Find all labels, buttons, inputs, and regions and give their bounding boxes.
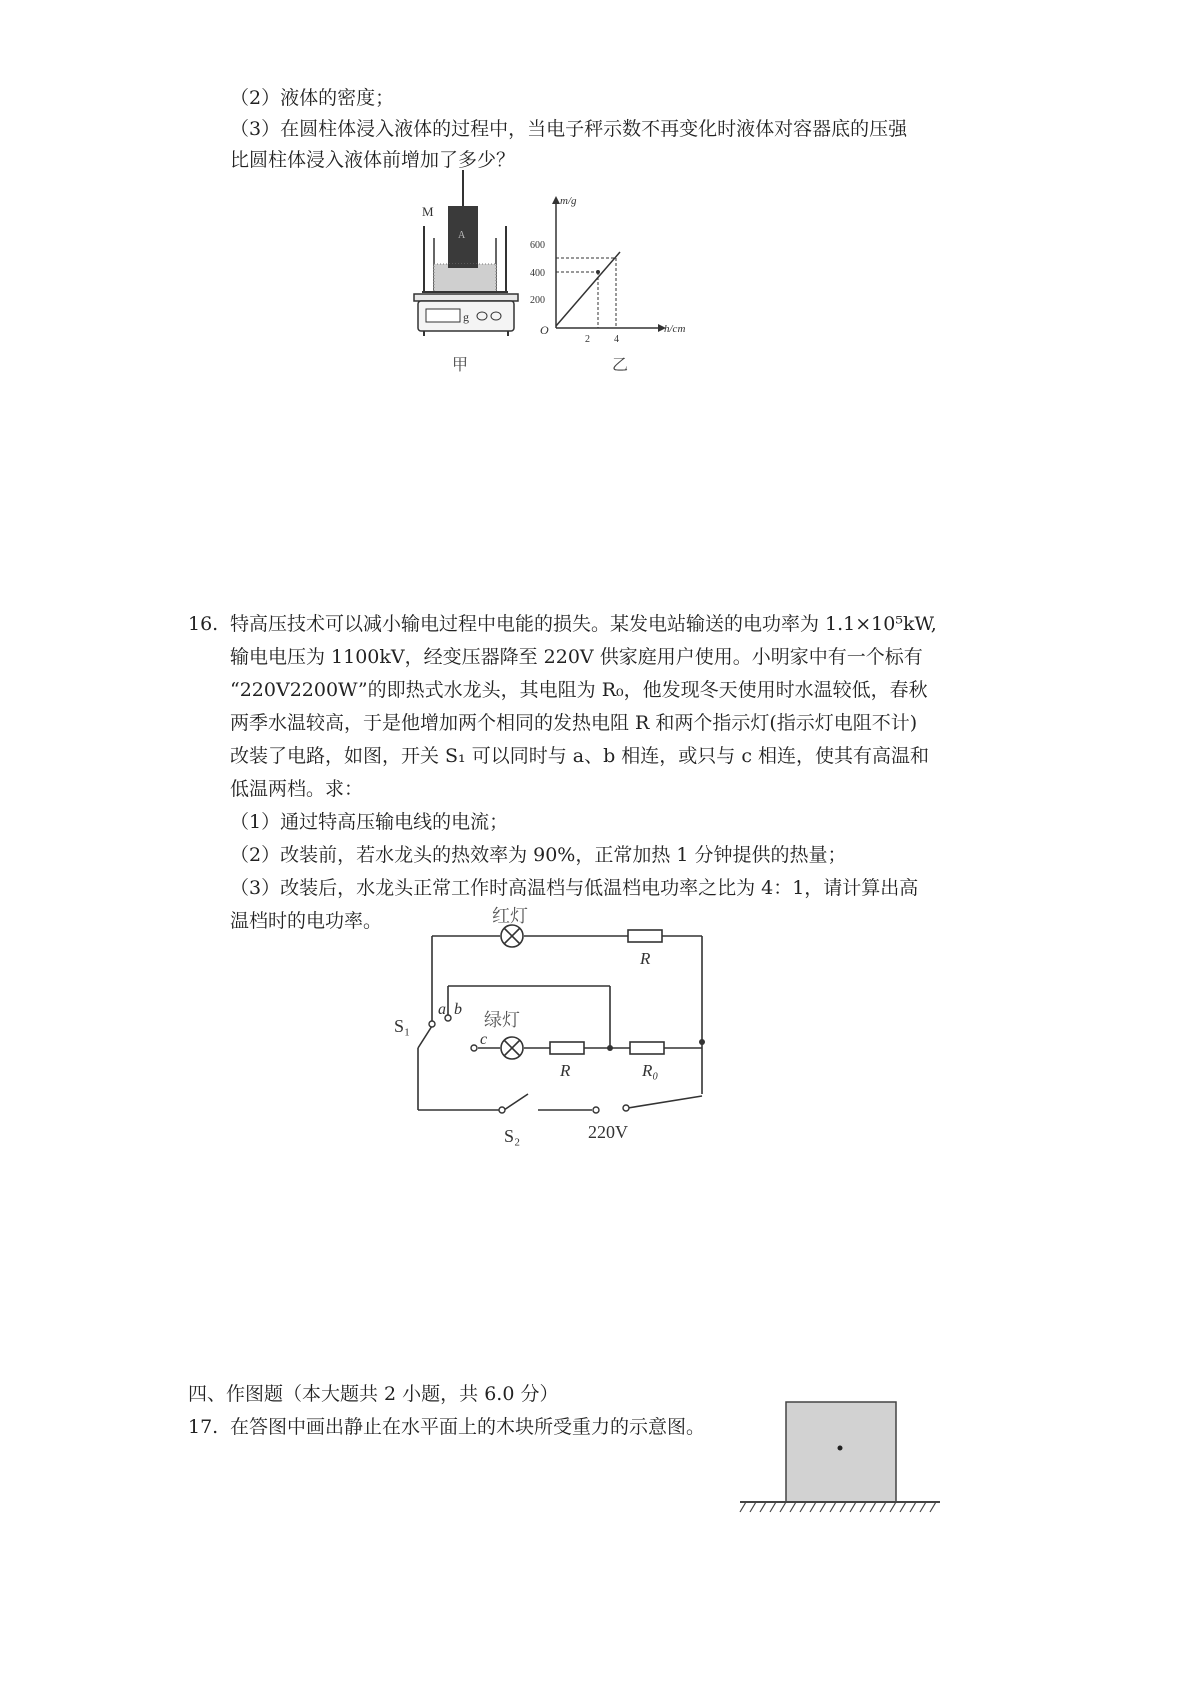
terminal-a-label: a [438,1001,446,1018]
q15-sub3-line2: 比圆柱体浸入液体前增加了多少？ [230,149,516,171]
q15-sub2: （2）液体的密度； [230,87,395,109]
q16-line1: 特高压技术可以减小输电过程中电能的损失。某发电站输送的电功率为 1.1×10⁵kW, [230,613,937,635]
section-4-heading: 四、作图题（本大题共 2 小题，共 6.0 分） [188,1383,559,1405]
s2-label: S₂ [504,1126,521,1146]
terminal-b-label: b [454,1001,462,1018]
q17-text: 在答图中画出静止在水平面上的木块所受重力的示意图。 [230,1416,706,1438]
q16-line4: 两季水温较高，于是他增加两个相同的发热电阻 R 和两个指示灯(指示灯电阻不计) [230,712,918,734]
q16-line3: “220V2200W”的即热式水龙头，其电阻为 R₀，他发现冬天使用时水温较低，春秋 [230,679,928,701]
figure-yi-caption: 乙 [612,355,629,374]
voltage-label: 220V [588,1122,628,1142]
wood-block-figure [740,1398,940,1522]
green-lamp-label: 绿灯 [484,1010,520,1030]
y-tick-400: 400 [530,268,545,279]
q16-line5: 改装了电路，如图，开关 S₁ 可以同时与 a、b 相连，或只与 c 相连，使其有高温和 [230,745,930,767]
label-M: M [422,204,434,219]
q16-line2: 输电电压为 1100kV，经变压器降至 220V 供家庭用户使用。小明家中有一个标有 [230,646,923,668]
red-lamp-label: 红灯 [492,906,528,926]
q15-sub3-line1: （3）在圆柱体浸入液体的过程中，当电子秤示数不再变化时液体对容器底的压强 [230,118,908,140]
figure-jia-scale-apparatus [412,168,524,370]
figure-jia-caption: 甲 [452,355,469,374]
q16-sub1: （1）通过特高压输电线的电流； [230,811,509,833]
q16-sub3-line1: （3）改装后，水龙头正常工作时高温档与低温档电功率之比为 4：1，请计算出高 [230,877,919,899]
label-A: A [458,230,466,241]
y-tick-600: 600 [530,240,545,251]
scale-unit-label: g [463,310,469,324]
figure-yi-graph [528,190,706,350]
x-axis-label: h/cm [664,323,686,335]
r0-label: R₀ [642,1061,659,1080]
q16-line6: 低温两档。求： [230,778,364,800]
y-tick-200: 200 [530,295,545,306]
q16-number: 16. [188,613,219,635]
terminal-c-label: c [480,1031,488,1048]
q17-number: 17. [188,1416,219,1438]
s1-label: S₁ [394,1016,411,1036]
x-tick-4: 4 [614,334,619,345]
q16-sub2: （2）改装前，若水龙头的热效率为 90%，正常加热 1 分钟提供的热量； [230,844,847,866]
r-mid-label: R [560,1061,571,1080]
origin-label: O [540,323,549,337]
circuit-diagram [392,906,722,1160]
x-tick-2: 2 [585,334,590,345]
q16-sub3-line2: 温档时的电功率。 [230,910,383,932]
y-axis-label: m/g [560,195,577,207]
r-top-label: R [640,949,651,968]
